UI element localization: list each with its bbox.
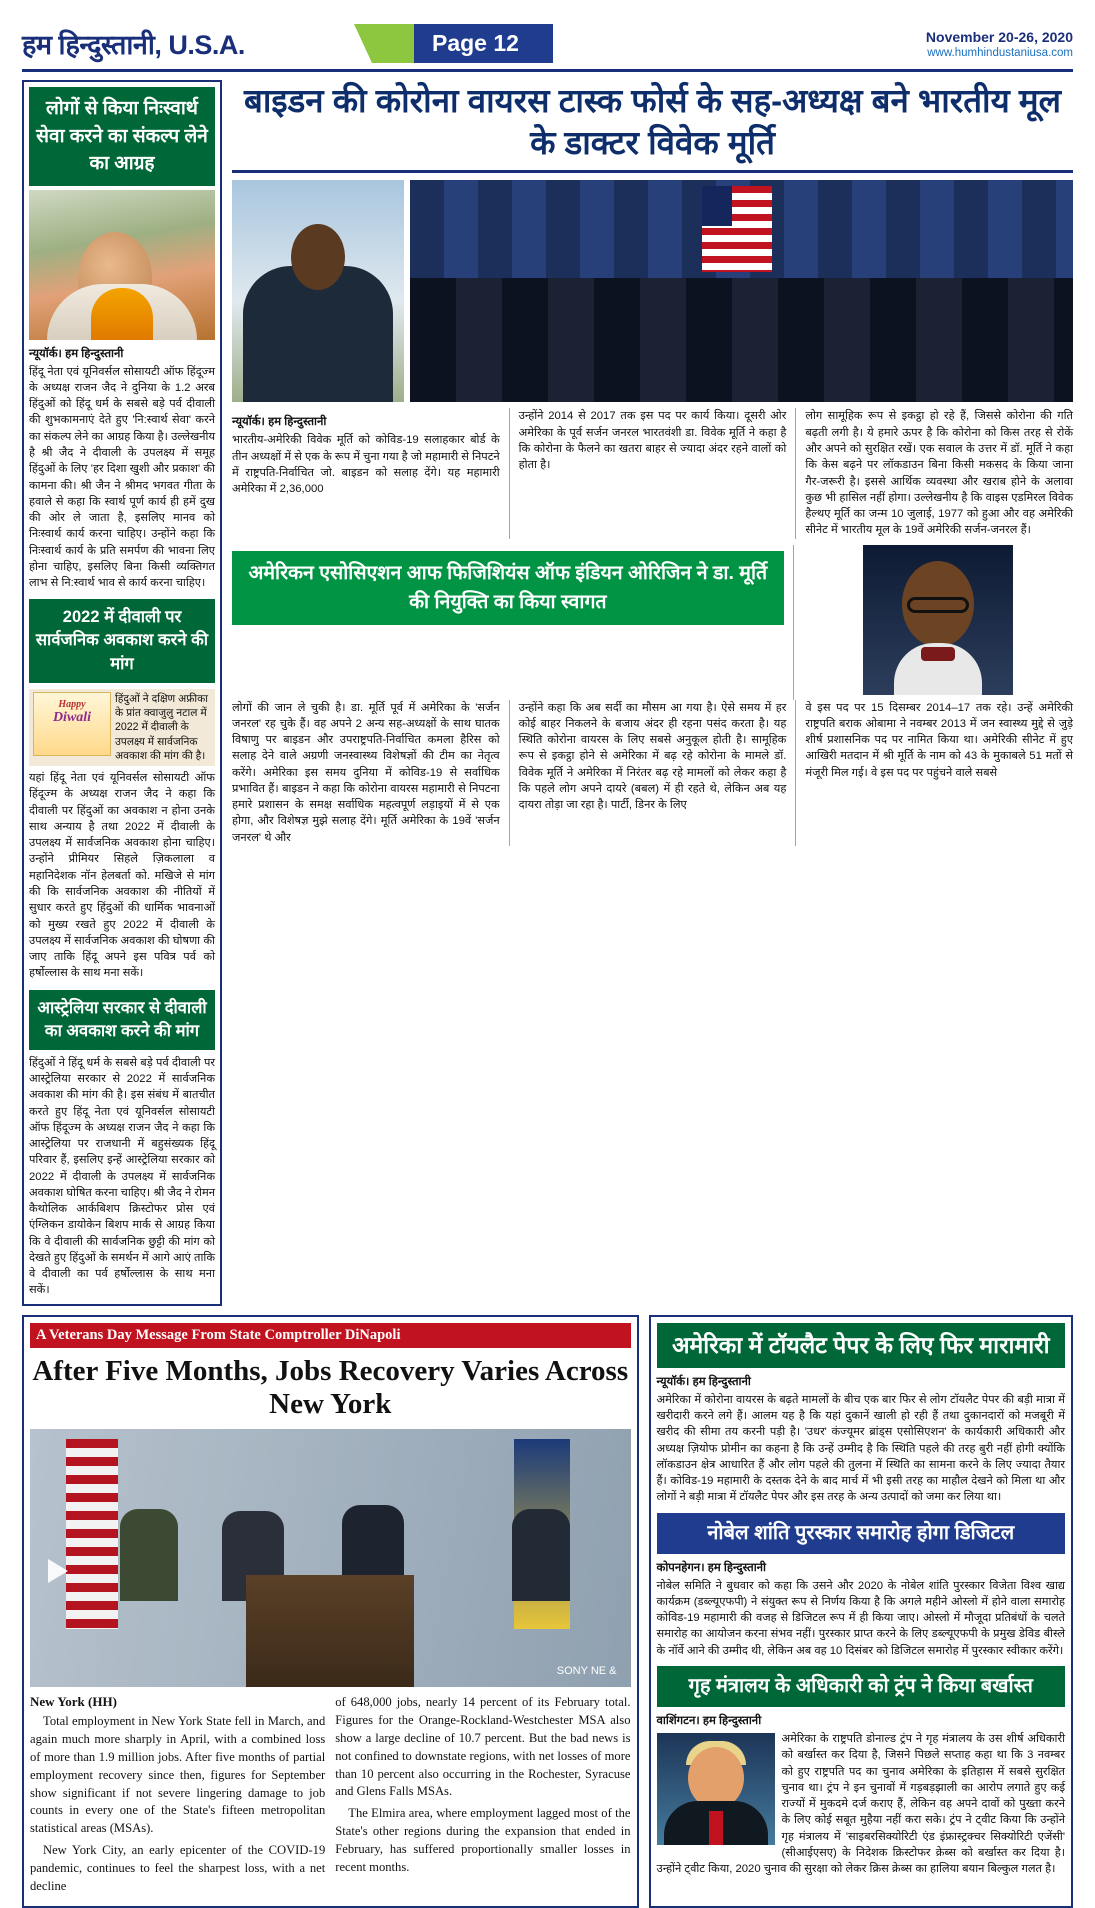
jobs-para-3: of 648,000 jobs, nearly 14 percent of its February total. Figures for the Orange-Rockland-Westchester MSA also show a large decline of 10.7 percent. But the bad news is not confined to downstate regions, with net losses of more than 10 percent also occurring in the Rochester, Syracuse and Glens Falls MSAs. <box>335 1695 631 1799</box>
murthy-portrait-wrap <box>793 545 1073 700</box>
main-col-3 <box>795 408 1073 538</box>
main-col-2b-text: उन्होंने कहा कि अब सर्दी का मौसम आ गया है। ऐसे समय में हर कोई बाहर निकलने के बजाय अंदर ही रहना पसंद करता है। यह स्थिति कोरोना वायरस के लिए सबसे अनुकूल होती है। सामूहिक रूप से इकट्ठा होने से अमेरिका में बढ़ रहे कोरोना के मामले डॉ. विवेक मूर्ति ने अमेरिका में निरंतर बढ़ रहे मामलों को लेकर कहा है कि पहले लोग अपने दायरे (बबल) में ही रहते थे, लेकिन अब यह दायरा तोड़ा जा रहा है। पार्टी, डिनर के लिए <box>518 701 787 812</box>
main-text-columns-top <box>232 408 1073 538</box>
left-body-3: हिंदुओं ने हिंदू धर्म के सबसे बड़े पर्व दीवाली पर आस्ट्रेलिया सरकार से 2022 में सार्वजनिक अवकाश की मांग की है। इस संबंध में बातचीत करते हुए हिंदू नेता एवं यूनिवर्सल सोसायटी ऑफ हिंदूज्म के अध्यक्ष राजन जैद ने कहा कि आस्ट्रेलिया पर राजधानी में बहुसंख्यक हिंदू परिवार हैं, इसलिए इन्हें आस्ट्रेलिया सरकार को 2022 में दीवाली के उपलक्ष्य में सार्वजनिक अवकाश घोषित करना चाहिए। श्री जैद ने रोमन कैथोलिक आर्कबिशप क्रिस्टोफर प्रोस एवं एंग्लिकन डायोकेन बिशप मार्क से आग्रह किया कि वे दीवाली की सार्वजनिक छुट्टी की मांग को देखते हुए हिंदुओं के समर्थन में आगे आएं ताकि वे दीवाली का पर्व हर्षोल्लास के साथ मना सकें। <box>29 1056 215 1297</box>
jobs-dateline: New York (HH) <box>30 1694 117 1709</box>
trump-byline: वाशिंगटन। हम हिन्दुस्तानी <box>656 1714 762 1727</box>
toilet-paper-body: अमेरिका में कोरोना वायरस के बढ़ते मामलों के बीच एक बार फिर से लोग टॉयलैट पेपर की बड़ी मात्रा में खरीदारी करने लगे हैं। आलम यह है कि यहां दुकानें खाली हो रही हैं तथा दुकानदारों को मजबूरी में खरीद की सीमा तय करनी पड़ी है। 'उधर' कंज्यूमर ब्रांड्स एसोसिएशन' के कार्यकारी अधिकारी और अध्यक्ष ज़ियोफ प्रोमीन का कहना है कि उन्हें उम्मीद है कि स्थिति पहले की तरह बुरी नहीं होगी क्योंकि लॉकडाउन क्षेत्र आधारित हैं और लोग पहले की तुलना में स्थिति का सामना करने के लिए ज्यादा तैयार हैं। कोविड-19 महामारी के दस्तक देने के बाद मार्च में भी इसी तरह का माहौल देखने को मिला था और लोगों ने बड़ी मात्रा में टॉयलैट पेपर और इस तरह के अन्य उत्पादों को जमा कर लिया था। <box>656 1393 1065 1504</box>
aapi-welcome-band: अमेरिकन एसोसिएशन आफ फिजिशियंस ऑफ इंडियन ओरिजिन ने डा. मूर्ति की नियुक्ति का किया स्वागत <box>232 551 784 626</box>
main-lower-area <box>232 545 1073 700</box>
nobel-byline: कोपनहेगन। हम हिन्दुस्तानी <box>656 1561 767 1574</box>
jobs-col-2 <box>335 1694 630 1900</box>
main-col-2-text: उन्होंने 2014 से 2017 तक इस पद पर कार्य किया। दूसरी ओर अमेरिका के पूर्व सर्जन जनरल भारतवंशी डा. विवेक मूर्ति ने कहा है कि कोरोना के फैलने का खतरा बाहर से ज्यादा अंदर रहने वालों को होता है। <box>518 410 787 472</box>
jobs-body-columns <box>30 1694 631 1900</box>
main-green-band-wrap <box>232 545 784 700</box>
officials-group-photo <box>410 180 1073 402</box>
left-body-1: हिंदू नेता एवं यूनिवर्सल सोसायटी ऑफ हिंदूज्म के अध्यक्ष राजन जैद ने दुनिया के 1.2 अरब हिंदुओं को हिंदू धर्म के सबसे बड़े पर्व दीवाली की शुभकामनाएं देते हुए 'नि:स्वार्थ सेवा' करने का संकल्प लेने का आग्रह किया है। उल्लेखनीय है श्री जैद ने दीवाली के उपलक्ष्य में समूह हिंदुओं के लिए 'हर दिशा खुशी और प्रकाश' की कामना की। श्री जैन ने श्रीमद भगवत गीता के हवाले से कहा कि स्वार्थ पूर्ण कार्य ही हमें दुख की ओर ले जाता है, इसलिए मानव को निःस्वार्थ कार्य करना चाहिए। उन्होंने कहा कि निःस्वार्थ कार्य के प्रति समर्पण की भावना लिए होना चाहिए, इसलिए बिना किसी व्यक्तिगत लाभ से नि:स्वार्थ भाव से कार्य करना चाहिए। <box>29 365 215 590</box>
website-link[interactable]: www.humhindustaniusa.com <box>927 46 1073 59</box>
right-news-stack <box>649 1315 1074 1908</box>
diwali-greeting-card <box>33 692 111 756</box>
issue-date: November 20-26, 2020 <box>925 28 1073 45</box>
main-col-3b <box>795 700 1073 846</box>
trump-body: अमेरिका के राष्ट्रपति डोनाल्ड ट्रंप ने गृह मंत्रालय के उस शीर्ष अधिकारी को बर्खास्त कर दिया है, जिसने पिछले सप्ताह कहा था कि 3 नवम्बर को हुए राष्ट्रपति पद का चुनाव अमेरिका के इतिहास में सबसे सुरक्षित चुनाव था। ट्रंप ने इन चुनावों में गड़बड़झाली का आरोप लगाते हुए कई राज्यों में मुकदमे दर्ज कराए हैं, लेकिन वह अपने दावों को पुख्ता करने के लिए कोई सबूत मुहैया नहीं करा सके। ट्रंप ने ट्वीट किया कि उन्होंने गृह मंत्रालय में 'साइबरसिक्योरिटी एंड इंफ्रास्ट्रक्चर सिक्योरिटी एजेंसी' (सीआईएसए) के निदेशक क्रिस्टोफर क्रेब्स को बर्खास्त कर दिया है। उन्होंने ट्वीट किया, 2020 चुनाव की सुरक्षा को लेकर क्रिस क्रेब्स का हालिया बयान बिल्कुल गलत है। <box>656 1732 1065 1876</box>
jobs-col-1 <box>30 1694 325 1900</box>
left-strip-label: हिंदुओं ने दक्षिण अफ्रीका के प्रांत क्वाजुलु नटाल में 2022 में दीवाली के उपलक्ष्य में सार्वजनिक अवकाश की मांग की है। <box>115 692 209 762</box>
nobel-body: नोबेल समिति ने बुधवार को कहा कि उसने और 2020 के नोबेल शांति पुरस्कार विजेता विश्व खाद्य कार्यक्रम (डब्ल्यूएफपी) ने संयुक्त रूप से निर्णय किया है कि अगले महीने ओस्लो में होने वाला समारोह कोविड-19 महामारी की वजह से डिजिटल रूप में ही किया जाए। ओस्लो में मौजूदा प्रतिबंधों के चलते समारोह का आयोजन करना संभव नहीं। पुरस्कार प्राप्त करने के लिए डब्ल्यूएफपी के प्रमुख डेविड बीस्ले के नॉर्वे आने की उम्मीद थी, लेकिन अब वह 10 दिसंबर को डिजिटल समारोह में पुरस्कार स्वीकार करेंगे। <box>656 1579 1065 1657</box>
nobel-section <box>657 1513 1066 1659</box>
main-col-1-text: भारतीय-अमेरिकी विवेक मूर्ति को कोविड-19 सलाहकार बोर्ड के तीन अध्यक्षों में से एक के रूप में चुना गया है जो महामारी से निपटने में राष्ट्रपति-निर्वाचित जो. बाइडन को सलाह देंगे। यह महामारी अमेरिका में 2,36,000 <box>232 434 500 496</box>
left-byline-1: न्यूयॉर्क। हम हिन्दुस्तानी <box>29 347 124 360</box>
donald-trump-photo <box>657 1733 775 1845</box>
left-column <box>22 80 222 1306</box>
rajan-zed-photo <box>29 190 215 340</box>
main-col-1 <box>232 408 500 538</box>
left-body-2: यहां हिंदू नेता एवं यूनिवर्सल सोसायटी ऑफ हिंदूज्म के अध्यक्ष राजन जैद ने कहा कि दीवाली पर हिंदुओं का अवकाश न होना उनके साथ अन्याय है तथा 2022 में दीवाली के उपलक्ष्य में सार्वजनिक अवकाश होना चाहिए। उन्होंने प्रीमियर सिहले ज़िकलाला व महानिदेशक नॉन हेलबर्ता को. मखिजे से मांग की कि सार्वजनिक अवकाश की नीतियों में सुधार करते हुए हिंदुओं की धार्मिक भावनाओं को मुख्य रखते हुए 2022 में दीवाली के उपलक्ष्य में सार्वजनिक अवकाश की घोषणा की जाए ताकि हिंदू अपने इस पवित्र पर्व को हर्षोल्लास के साथ मना सकें। <box>29 772 215 980</box>
main-col-2b <box>509 700 787 846</box>
toilet-paper-byline: न्यूयॉर्क। हम हिन्दुस्तानी <box>656 1375 751 1388</box>
jobs-recovery-article <box>22 1315 639 1908</box>
play-icon[interactable] <box>48 1559 68 1583</box>
left-headline-2: 2022 में दीवाली पर सार्वजनिक अवकाश करने की मांग <box>29 599 215 682</box>
toilet-paper-headline: अमेरिका में टॉयलैट पेपर के लिए फिर मारामारी <box>657 1323 1066 1368</box>
publication-logo: हम हिन्दुस्तानी, U.S.A. <box>22 30 245 60</box>
jobs-para-1: Total employment in New York State fell in March, and again much more sharply in April, with a combined loss of more than 1.9 million jobs. After five months of partial employment recovery since then, figures for September show significant if not severe lingering damage to job counts in every one of the State's fifteen metropolitan statistical areas (MSAs). <box>30 1714 326 1836</box>
main-column <box>232 80 1073 1306</box>
jobs-headline: After Five Months, Jobs Recovery Varies Across New York <box>32 1354 629 1421</box>
nobel-headline: नोबेल शांति पुरस्कार समारोह होगा डिजिटल <box>657 1513 1066 1554</box>
main-col-3b-text: वे इस पद पर 15 दिसम्बर 2014–17 तक रहे। उन्हें अमेरिकी राष्ट्रपति बराक ओबामा ने नवम्बर 2013 में जन स्वास्थ्य मुद्दे से जुड़े शीर्ष प्रशासनिक पद पर नामित किया था। अमेरिकी सीनेट में हुए आखिरी मतदान में श्री मूर्ति के नाम को 43 के मुकाबले 51 मतों से मंजूरी मिल गई। वे इस पद पर पहुंचने वाले सबसे <box>805 701 1074 779</box>
main-col-1b-text: लोगों की जान ले चुकी है। डा. मूर्ति पूर्व में अमेरिका के 'सर्जन जनरल' रह चुके हैं। वह अपने 2 अन्य सह-अध्यक्षों के साथ घातक विषाणु पर बाइडन और उपराष्ट्रपति-निर्वाचित कमला हैरिस को सलाह देने वाले अग्रणी जनस्वास्थ्य विशेषज्ञों की टीम का नेतृत्व करेंगे। अमेरिका इस समय दुनिया में कोविड-19 से सर्वाधिक प्रभावित हैं। बाइडन ने कहा कि कोरोना वायरस महामारी से निपटना हमारे प्रशासन के समक्ष सर्वाधिक महत्वपूर्ण लड़ाइयों में से एक होगा, और विशेषज्ञ मुझे सलाह देंगे। मूर्ति अमेरिका के 19वें 'सर्जन जनरल' थे और <box>232 701 500 844</box>
page-number-banner: Page 12 <box>402 24 553 63</box>
diwali-card-diwali: Diwali <box>52 709 92 725</box>
page-banner-wrap <box>342 18 823 69</box>
main-col-2 <box>509 408 787 538</box>
trump-headline: गृह मंत्रालय के अधिकारी को ट्रंप ने किया बर्खास्त <box>657 1666 1066 1707</box>
main-photo-row <box>232 180 1073 402</box>
jobs-para-4: The Elmira area, where employment lagged most of the State's other regions during the expansion that ended in February, has suffered proportionally smaller losses in recent months. <box>335 1806 631 1874</box>
jobs-para-2: New York City, an early epicenter of the COVID-19 pandemic, continues to feel the sharpest loss, with a net decline <box>30 1843 326 1893</box>
main-text-columns-bottom <box>232 700 1073 846</box>
main-col-3-text: लोग सामूहिक रूप से इकट्ठा हो रहे हैं, जिससे कोरोना की गति बढ़ती लगी है। ये हमारे ऊपर है कि कोरोना को किस तरह से रोकें और अपने को सुरक्षित रखें। एक सवाल के उत्तर में डॉ. मूर्ति ने कहा कि केस बढ़ने पर लॉकडाउन बिना किसी मकसद के किया जाना गैर-जरूरी है। इससे आर्थिक व्यवस्था और खराब होने के अलावा कुछ भी हासिल नहीं होगा। उल्लेखनीय है कि वाइस एडमिरल विवेक हैल्थए मूर्ति का जन्म 10 जुलाई, 1977 को हुआ और वह अमेरिकी सीनेट में भारतीय मूल के 19वें अमेरिकी सर्जन-जनरल हैं। <box>805 410 1074 537</box>
veterans-day-band: A Veterans Day Message From State Comptroller DiNapoli <box>30 1323 631 1348</box>
video-watermark: SONY NE & <box>556 1665 617 1677</box>
diwali-card-happy: Happy <box>58 698 86 710</box>
vivek-murthy-portrait <box>863 545 1013 695</box>
left-headline-1: लोगों से किया निःस्वार्थ सेवा करने का संकल्प लेने का आग्रह <box>29 87 215 186</box>
left-headline-3: आस्ट्रेलिया सरकार से दीवाली का अवकाश करने की मांग <box>29 990 215 1050</box>
masthead-meta <box>823 18 1073 69</box>
page-content <box>22 80 1073 1306</box>
main-byline: न्यूयॉर्क। हम हिन्दुस्तानी <box>232 416 327 429</box>
main-col-1b <box>232 700 500 846</box>
masthead <box>22 18 1073 72</box>
trump-section <box>657 1666 1066 1877</box>
diwali-strip <box>29 689 215 766</box>
main-headline: बाइडन की कोरोना वायरस टास्क फोर्स के सह-अध्यक्ष बने भारतीय मूल के डाक्टर विवेक मूर्ति <box>232 80 1073 173</box>
bottom-section <box>22 1315 1073 1908</box>
vivek-murthy-uniform-photo <box>232 180 404 402</box>
dinapoli-video[interactable] <box>30 1429 631 1687</box>
